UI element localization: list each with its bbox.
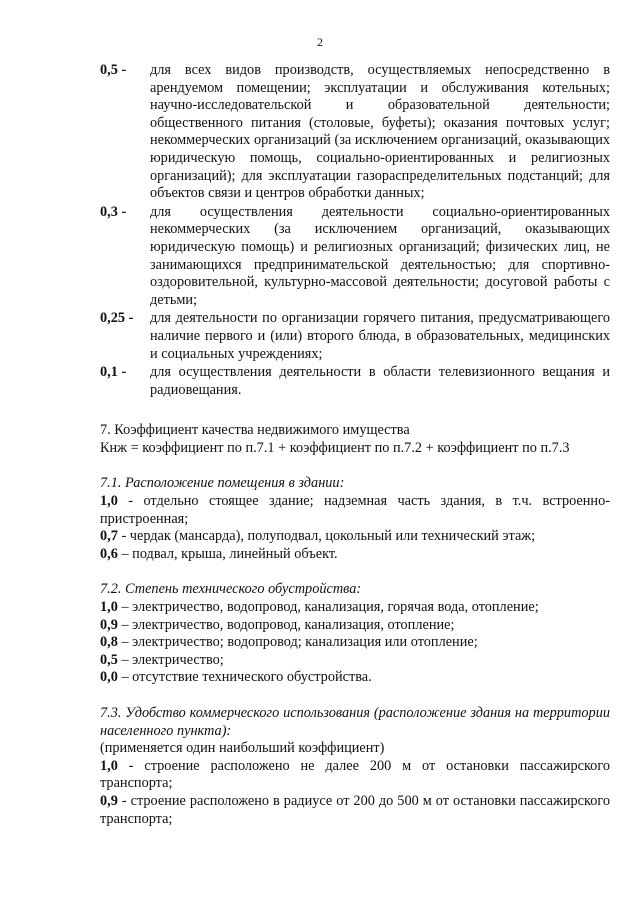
list-item xyxy=(100,528,610,546)
coef-value: 0,7 xyxy=(100,528,118,545)
coef-value: 0,1 - xyxy=(100,364,127,381)
coef-description: для деятельности по организации горячего питания, предусматривающего наличие первого и (или) второго блюда, в образовательных, медицинских и социальных учреждениях; xyxy=(150,310,610,362)
coef-value: 1,0 xyxy=(100,599,118,616)
coef-description: для всех видов производств, осуществляемых непосредственно в арендуемом помещении; эксплуатации и обслуживания котельных; научно-исследовательской и образовательной деятельности; общественного питания (столовые, буфеты); оказания почтовых услуг; некоммерческих организаций (за исключением организаций, оказывающих юридическую помощь, социально-ориентированных и религиозных организаций); для эксплуатации газораспределительных подстанций; для объектов связи и центров обработки данных; xyxy=(150,62,610,202)
coef-value: 0,5 xyxy=(100,651,118,668)
coef-value: 0,3 - xyxy=(100,203,127,220)
line-text: - строение расположено в радиусе от 200 до 500 м от остановки пассажирского транспорта; xyxy=(100,792,610,827)
page-number: 2 xyxy=(317,35,323,49)
coef-value: 1,0 xyxy=(100,757,118,774)
section-7-1-title: 7.1. Расположение помещения в здании: xyxy=(100,475,345,492)
list-item xyxy=(100,599,610,617)
section-7-2-title: 7.2. Степень технического обустройства: xyxy=(100,581,362,598)
line-text: – электричество; xyxy=(117,651,224,668)
coef-value: 0,9 xyxy=(100,792,118,809)
line-text: – электричество, водопровод, канализация, отопление; xyxy=(117,616,455,633)
coef-item xyxy=(100,204,610,310)
list-item xyxy=(100,634,610,652)
line-text: - чердак (мансарда), полуподвал, цокольный или технический этаж; xyxy=(117,528,536,545)
coef-value: 0,6 xyxy=(100,545,118,562)
line-text: – электричество; водопровод; канализация или отопление; xyxy=(117,634,478,651)
line-text: - отдельно стоящее здание; надземная часть здания, в т.ч. встроенно-пристроенная; xyxy=(100,493,610,527)
section-7-3-note: (применяется один наибольший коэффициент) xyxy=(100,740,385,757)
coef-value: 0,5 - xyxy=(100,62,127,78)
document-body xyxy=(100,62,610,828)
coef-value: 1,0 xyxy=(100,493,118,510)
section-7-title: 7. Коэффициент качества недвижимого имущества xyxy=(100,422,410,439)
line-text: – отсутствие технического обустройства. xyxy=(117,669,372,686)
line-text: – электричество, водопровод, канализация, горячая вода, отопление; xyxy=(117,599,539,616)
list-item xyxy=(100,617,610,635)
coef-value: 0,9 xyxy=(100,616,118,633)
list-item xyxy=(100,546,610,564)
coef-item xyxy=(100,310,610,363)
list-item xyxy=(100,493,610,528)
line-text: - строение расположено не далее 200 м от остановки пассажирского транспорта; xyxy=(100,757,610,792)
section-7-3-title: 7.3. Удобство коммерческого использования (расположение здания на территории населенного пункта): xyxy=(100,705,610,739)
list-item xyxy=(100,669,610,687)
section-7-formula: Кнж = коэффициент по п.7.1 + коэффициент по п.7.2 + коэффициент по п.7.3 xyxy=(100,439,570,456)
line-text: – подвал, крыша, линейный объект. xyxy=(117,545,338,562)
coef-description: для осуществления деятельности социально-ориентированных некоммерческих (за исключением организаций, оказывающих юридическую помощь) и религиозных организаций; физических лиц, не занимающихся предпринимательской деятельностью; для спортивно-оздоровительной, культурно-массовой деятельности; досуговой работы с детьми; xyxy=(150,203,610,308)
coef-item xyxy=(100,62,610,203)
list-item xyxy=(100,652,610,670)
coef-item xyxy=(100,364,610,399)
coef-value: 0,0 xyxy=(100,669,118,686)
coef-value: 0,8 xyxy=(100,634,118,651)
coef-value: 0,25 - xyxy=(100,310,134,327)
list-item xyxy=(100,758,610,793)
coef-description: для осуществления деятельности в области телевизионного вещания и радиовещания. xyxy=(150,364,610,398)
list-item xyxy=(100,793,610,828)
